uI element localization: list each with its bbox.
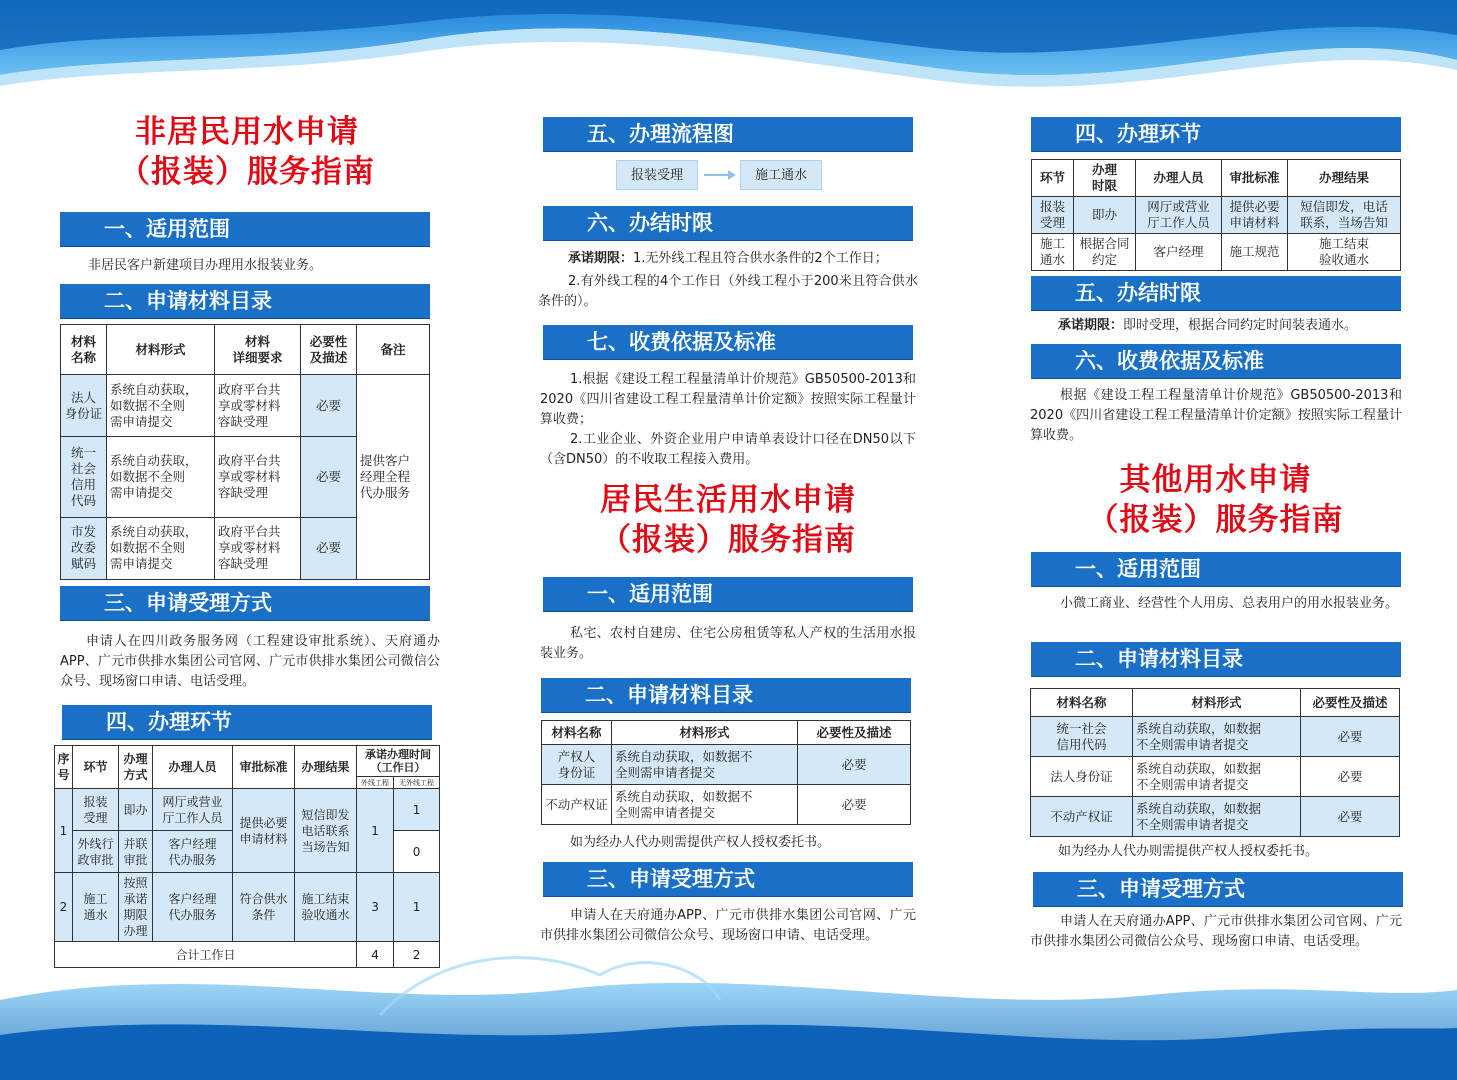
- proc-total-ext: 4: [357, 942, 394, 968]
- time-limit-label: 承诺期限：: [568, 251, 634, 266]
- material-form: 系统自动获取，如数据不 全则需申请者提交: [612, 785, 798, 825]
- acceptance-text: 申请人在天府通办APP、广元市供排水集团公司官网、广元市供排水集团公司微信公众号、现场窗口申请、电话受理。: [1030, 914, 1402, 949]
- proc-person: 网厅或营业 厅工作人员: [1136, 197, 1222, 234]
- fee-para1: 1.根据《建设工程工程量清单计价规范》GB50500-2013和2020《四川省建设工程工程量清单计价定额》按照实际工程量计算收费；: [540, 372, 916, 427]
- material-detail: 政府平台共 享或零材料 容缺受理: [215, 437, 301, 518]
- non-resident-title: [52, 112, 442, 192]
- section-acceptance-header: 三、申请受理方式: [60, 586, 430, 620]
- col-header-need: 必要性 及描述: [301, 325, 357, 375]
- material-need: 必要: [1301, 797, 1400, 837]
- proc-limit: 即办: [1074, 197, 1136, 234]
- flow-step-1: 报装受理: [616, 160, 698, 190]
- proc-time-noext: 1: [394, 873, 440, 942]
- col-header-name: 材料 名称: [61, 325, 107, 375]
- material-name: 不动产权证: [1031, 797, 1133, 837]
- section-time-limit-header: 六、办结时限: [543, 206, 913, 240]
- time-limit-text: [538, 249, 918, 312]
- material-form: 系统自动获取，如数据不 全则需申请者提交: [612, 745, 798, 785]
- top-wave-decoration: [0, 0, 1457, 110]
- proc-way: 按照 承诺 期限 办理: [119, 873, 153, 942]
- other-title: [1028, 460, 1403, 540]
- material-form: 系统自动获取， 如数据不全则 需申请提交: [107, 437, 215, 518]
- fee-text: [540, 370, 916, 470]
- proc-person: 客户经理 代办服务: [153, 873, 233, 942]
- table-row: [1031, 717, 1400, 757]
- table-row: [1031, 757, 1400, 797]
- section-fee-header: 六、收费依据及标准: [1031, 344, 1401, 378]
- process-table: [54, 745, 440, 968]
- material-form: 系统自动获取，如数据 不全则需申请者提交: [1133, 717, 1301, 757]
- section-process-header: 四、办理环节: [1031, 117, 1401, 151]
- flow-step-2: 施工通水: [740, 160, 822, 190]
- process-table: [1031, 159, 1401, 271]
- col-header-detail: 材料 详细要求: [215, 325, 301, 375]
- section-materials-header: 二、申请材料目录: [60, 284, 430, 318]
- proc-header-no: 序号: [55, 746, 73, 789]
- col-header-name: 材料名称: [1031, 689, 1133, 717]
- proc-standard: 提供必要 申请材料: [233, 789, 295, 873]
- col-header-form: 材料形式: [612, 721, 798, 745]
- material-need: 必要: [301, 517, 357, 579]
- title-line1: 非居民用水申请: [135, 114, 359, 150]
- proc-header-person: 办理人员: [1136, 160, 1222, 197]
- proc-limit: 根据合同 约定: [1074, 234, 1136, 271]
- proxy-note: 如为经办人代办则需提供产权人授权委托书。: [570, 835, 831, 850]
- col-header-form: 材料形式: [107, 325, 215, 375]
- time-limit-value: 即时受理，根据合同约定时间装表通水。: [1123, 318, 1358, 333]
- fee-para2: 2.工业企业、外资企业用户申请单表设计口径在DN50以下（含DN50）的不收取工程接入费用。: [540, 432, 916, 467]
- proc-way: 即办: [119, 789, 153, 831]
- section-scope-header: 一、适用范围: [543, 577, 913, 611]
- material-name: 不动产权证: [542, 785, 612, 825]
- material-need: 必要: [798, 745, 911, 785]
- table-row: [542, 785, 911, 825]
- material-need: 必要: [301, 375, 357, 437]
- table-row: [55, 873, 440, 942]
- proc-standard: 符合供水 条件: [233, 873, 295, 942]
- scope-text: 非居民客户新建项目办理用水报装业务。: [88, 258, 323, 273]
- resident-title: [538, 480, 918, 560]
- materials-table: [1030, 688, 1400, 837]
- material-form: 系统自动获取，如数据 不全则需申请者提交: [1133, 757, 1301, 797]
- proc-way: 并联 审批: [119, 831, 153, 873]
- proc-standard: 提供必要 申请材料: [1222, 197, 1288, 234]
- section-flow-header: 五、办理流程图: [543, 117, 913, 151]
- material-name: 统一社会 信用代码: [1031, 717, 1133, 757]
- proc-time-ext: 3: [357, 873, 394, 942]
- materials-table: [541, 720, 911, 825]
- material-name: 法人 身份证: [61, 375, 107, 437]
- section-acceptance-header: 三、申请受理方式: [543, 862, 913, 896]
- proc-step: 报装 受理: [1032, 197, 1074, 234]
- material-name: 产权人 身份证: [542, 745, 612, 785]
- proc-result: 短信即发 电话联系 当场告知: [295, 789, 357, 873]
- col-header-need: 必要性及描述: [1301, 689, 1400, 717]
- material-note: 提供客户 经理全程 代办服务: [357, 375, 430, 580]
- proxy-note: 如为经办人代办则需提供产权人授权委托书。: [1058, 844, 1319, 859]
- section-fee-header: 七、收费依据及标准: [543, 325, 913, 359]
- material-need: 必要: [1301, 717, 1400, 757]
- proc-person: 网厅或营业 厅工作人员: [153, 789, 233, 831]
- arrow-right-icon: [698, 160, 740, 190]
- title-line1: 居民生活用水申请: [600, 482, 856, 518]
- material-need: 必要: [1301, 757, 1400, 797]
- acceptance-text: 申请人在天府通办APP、广元市供排水集团公司官网、广元市供排水集团公司微信公众号、现场窗口申请、电话受理。: [540, 908, 916, 943]
- section-acceptance-header: 三、申请受理方式: [1033, 872, 1403, 906]
- section-materials-header: 二、申请材料目录: [1031, 642, 1401, 676]
- material-need: 必要: [301, 437, 357, 518]
- section-materials-header: 二、申请材料目录: [541, 678, 911, 712]
- flow-chart: [616, 160, 822, 190]
- section-time-limit-header: 五、办结时限: [1031, 276, 1401, 310]
- col-header-need: 必要性及描述: [798, 721, 911, 745]
- proc-subheader-ext: 外线工程: [357, 777, 394, 789]
- proc-step: 施工 通水: [1032, 234, 1074, 271]
- proc-header-step: 环节: [1032, 160, 1074, 197]
- title-line1: 其他用水申请: [1119, 462, 1312, 498]
- proc-total-label: 合计工作日: [55, 942, 357, 968]
- table-row: [1031, 797, 1400, 837]
- proc-header-result: 办理结果: [295, 746, 357, 789]
- proc-step: 外线行 政审批: [73, 831, 119, 873]
- time-limit-line1: 1.无外线工程且符合供水条件的2个工作日；: [633, 251, 888, 266]
- proc-time-noext: 0: [394, 831, 440, 873]
- proc-step: 报装 受理: [73, 789, 119, 831]
- material-form: 系统自动获取， 如数据不全则 需申请提交: [107, 375, 215, 437]
- material-form: 系统自动获取，如数据 不全则需申请者提交: [1133, 797, 1301, 837]
- proc-time-ext: 1: [357, 789, 394, 873]
- proc-result: 短信即发，电话 联系，当场告知: [1288, 197, 1401, 234]
- proc-person: 客户经理 代办服务: [153, 831, 233, 873]
- scope-text: 小微工商业、经营性个人用房、总表用户的用水报装业务。: [1060, 596, 1399, 611]
- table-row: [542, 745, 911, 785]
- table-row: [61, 375, 430, 437]
- col-header-note: 备注: [357, 325, 430, 375]
- proc-result: 施工结束 验收通水: [295, 873, 357, 942]
- section-scope-header: 一、适用范围: [1031, 552, 1401, 586]
- acceptance-text: 申请人在四川政务服务网（工程建设审批系统）、天府通办APP、广元市供排水集团公司官网、广元市供排水集团公司微信公众号、现场窗口申请、电话受理。: [60, 634, 440, 689]
- proc-header-way: 办理 方式: [119, 746, 153, 789]
- material-detail: 政府平台共 享或零材料 容缺受理: [215, 375, 301, 437]
- table-row: [1032, 197, 1401, 234]
- proc-header-standard: 审批标准: [1222, 160, 1288, 197]
- title-line2: （报装）服务指南: [1087, 502, 1344, 538]
- table-row: [1032, 234, 1401, 271]
- time-limit-text: [1058, 316, 1403, 336]
- material-form: 系统自动获取， 如数据不全则 需申请提交: [107, 517, 215, 579]
- scope-text: 私宅、农村自建房、住宅公房租赁等私人产权的生活用水报装业务。: [540, 626, 916, 661]
- material-name: 市发 改委 赋码: [61, 517, 107, 579]
- section-process-header: 四、办理环节: [62, 705, 432, 739]
- proc-no: 1: [55, 789, 73, 873]
- proc-step: 施工 通水: [73, 873, 119, 942]
- col-header-name: 材料名称: [542, 721, 612, 745]
- material-name: 法人身份证: [1031, 757, 1133, 797]
- proc-subheader-noext: 无外线工程: [394, 777, 440, 789]
- proc-total-noext: 2: [394, 942, 440, 968]
- proc-no: 2: [55, 873, 73, 942]
- proc-time-noext: 1: [394, 789, 440, 831]
- section-scope-header: 一、适用范围: [60, 212, 430, 246]
- proc-header-person: 办理人员: [153, 746, 233, 789]
- time-limit-line2: 2.有外线工程的4个工作日（外线工程小于200米且符合供水条件的）。: [538, 274, 918, 309]
- proc-header-standard: 审批标准: [233, 746, 295, 789]
- table-row: [55, 789, 440, 831]
- title-line2: （报装）服务指南: [119, 154, 375, 190]
- material-detail: 政府平台共 享或零材料 容缺受理: [215, 517, 301, 579]
- col-header-form: 材料形式: [1133, 689, 1301, 717]
- title-line2: （报装）服务指南: [600, 522, 856, 558]
- fee-text: 根据《建设工程工程量清单计价规范》GB50500-2013和2020《四川省建设工程工程量清单计价定额》按照实际工程量计算收费。: [1030, 388, 1402, 443]
- proc-header-limit: 办理 时限: [1074, 160, 1136, 197]
- proc-person: 客户经理: [1136, 234, 1222, 271]
- proc-result: 施工结束 验收通水: [1288, 234, 1401, 271]
- table-row: [55, 942, 440, 968]
- material-need: 必要: [798, 785, 911, 825]
- proc-standard: 施工规范: [1222, 234, 1288, 271]
- materials-table: [60, 324, 430, 580]
- material-name: 统一 社会 信用 代码: [61, 437, 107, 518]
- proc-header-step: 环节: [73, 746, 119, 789]
- proc-header-result: 办理结果: [1288, 160, 1401, 197]
- proc-header-time: 承诺办理时间 （工作日）: [357, 746, 440, 777]
- time-limit-label: 承诺期限：: [1058, 318, 1124, 333]
